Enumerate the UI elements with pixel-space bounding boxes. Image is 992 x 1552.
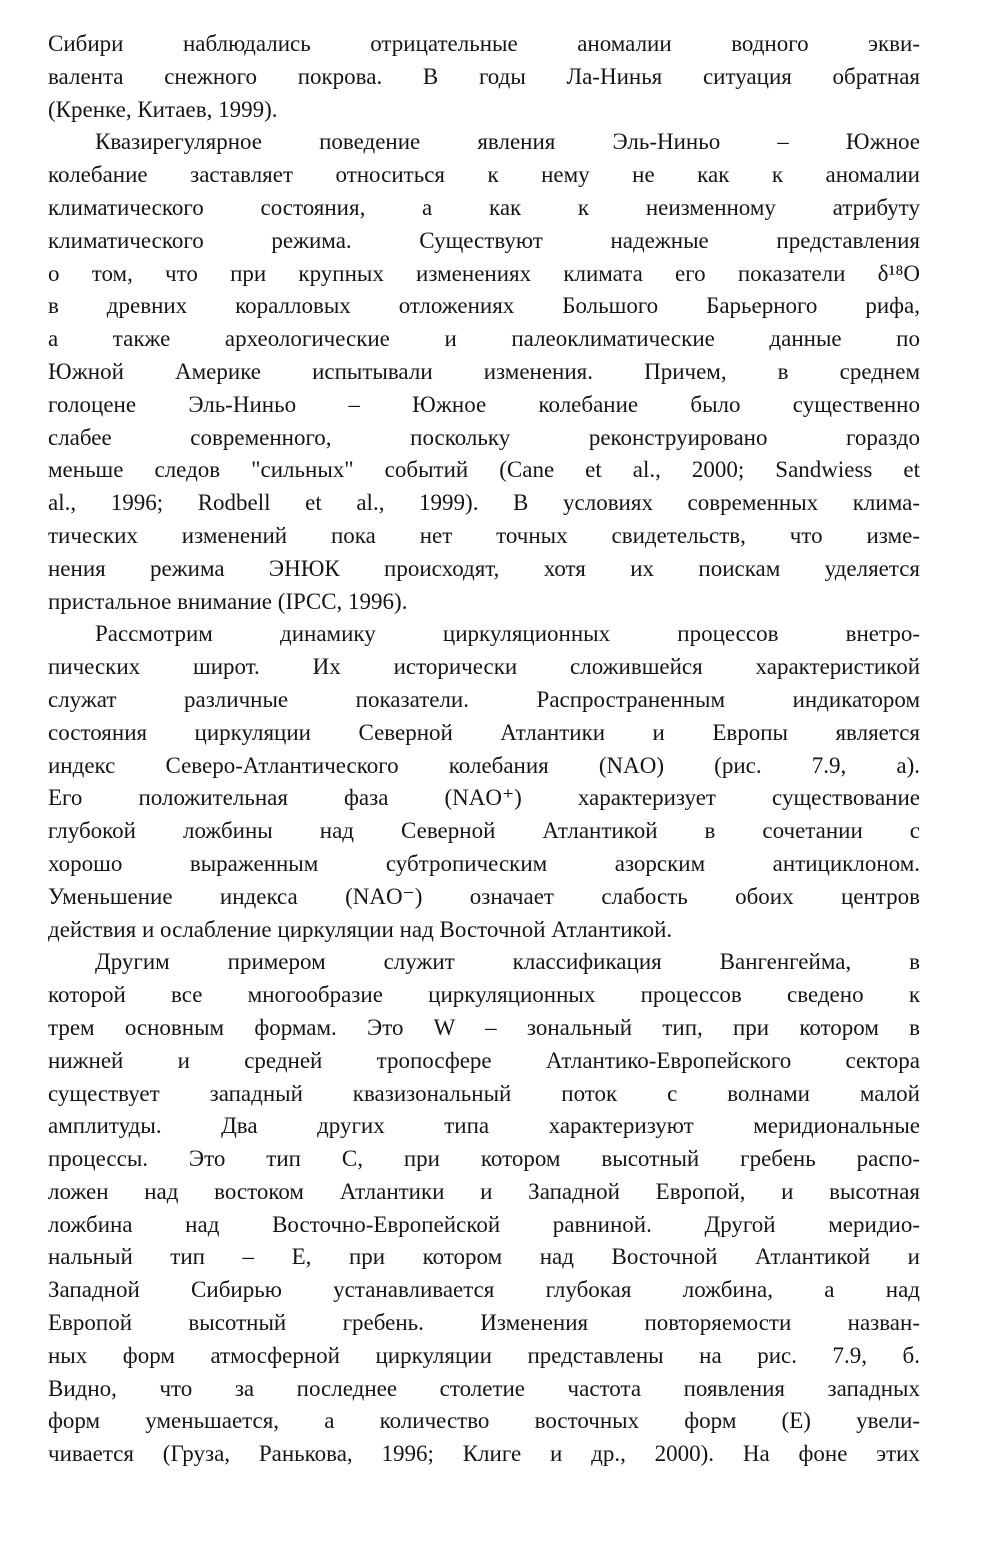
text-line: колебание заставляет относиться к нему не как к аномалии [48, 162, 920, 188]
text-line: а также археологические и палеоклиматические данные по [48, 326, 920, 352]
text-line: ных форм атмосферной циркуляции представлены на рис. 7.9, б. [48, 1342, 920, 1368]
text-line: существует западный квазизональный поток с волнами малой [48, 1080, 920, 1106]
text-line: Другим примером служит классификация Вангенгейма, в [95, 949, 920, 975]
paragraph [48, 126, 920, 618]
text-line: валента снежного покрова. В годы Ла-Нинья ситуация обратная [48, 63, 920, 89]
text-line: состояния циркуляции Северной Атлантики и Европы является [48, 719, 920, 745]
text-line: Квазирегулярное поведение явления Эль-Ниньо – Южное [95, 129, 920, 155]
text-line: Его положительная фаза (NAO⁺) характеризует существование [48, 785, 920, 811]
text-line: ложен над востоком Атлантики и Западной Европой, и высотная [48, 1178, 920, 1204]
text-line: нижней и средней тропосфере Атлантико-Европейского сектора [48, 1047, 920, 1073]
text-line: al., 1996; Rodbell et al., 1999). В условиях современных клима- [48, 490, 920, 516]
text-line: процессы. Это тип С, при котором высотный гребень распо- [48, 1146, 920, 1172]
text-line: климатического состояния, а как к неизменному атрибуту [48, 194, 920, 220]
text-line: о том, что при крупных изменениях климата его показатели δ¹⁸O [48, 260, 920, 286]
text-line: пристальное внимание (IPCC, 1996). [48, 588, 408, 614]
text-line: Видно, что за последнее столетие частота появления западных [48, 1375, 920, 1401]
text-line: пических широт. Их исторически сложившейся характеристикой [48, 654, 920, 680]
paragraph [48, 618, 920, 946]
text-line: нения режима ЭНЮК происходят, хотя их поискам уделяется [48, 555, 920, 581]
text-line: Южной Америке испытывали изменения. Причем, в среднем [48, 358, 920, 384]
text-line: Европой высотный гребень. Изменения повторяемости назван- [48, 1310, 920, 1336]
text-line: амплитуды. Два других типа характеризуют меридиональные [48, 1113, 920, 1139]
text-line: меньше следов "сильных" событий (Cane et al., 2000; Sandwiess et [48, 457, 920, 483]
text-line: Западной Сибирью устанавливается глубокая ложбина, а над [48, 1277, 920, 1303]
paragraph [48, 946, 920, 1471]
text-line: глубокой ложбины над Северной Атлантикой в сочетании с [48, 818, 920, 844]
text-line: климатического режима. Существуют надежные представления [48, 227, 920, 253]
text-line: которой все многообразие циркуляционных процессов сведено к [48, 982, 920, 1008]
text-line: форм уменьшается, а количество восточных форм (Е) увели- [48, 1408, 920, 1434]
text-line: Рассмотрим динамику циркуляционных процессов внетро- [95, 621, 920, 647]
text-line: голоцене Эль-Ниньо – Южное колебание было существенно [48, 391, 920, 417]
text-line: действия и ослабление циркуляции над Восточной Атлантикой. [48, 916, 673, 942]
paragraph [48, 28, 920, 126]
text-line: индекс Северо-Атлантического колебания (NAO) (рис. 7.9, а). [48, 752, 920, 778]
text-line: хорошо выраженным субтропическим азорским антициклоном. [48, 850, 920, 876]
text-line: в древних коралловых отложениях Большого Барьерного рифа, [48, 293, 920, 319]
text-line: трем основным формам. Это W – зональный тип, при котором в [48, 1014, 920, 1040]
text-line: Сибири наблюдались отрицательные аномалии водного экви- [48, 31, 920, 56]
text-line: Уменьшение индекса (NAO⁻) означает слабость обоих центров [48, 883, 920, 909]
page-text [48, 28, 920, 1471]
text-line: тических изменений пока нет точных свидетельств, что изме- [48, 522, 920, 548]
text-line: (Кренке, Китаев, 1999). [48, 96, 278, 122]
text-line: ложбина над Восточно-Европейской равниной. Другой меридио- [48, 1211, 920, 1237]
text-line: нальный тип – Е, при котором над Восточной Атлантикой и [48, 1244, 920, 1270]
text-line: чивается (Груза, Ранькова, 1996; Клиге и др., 2000). На фоне этих [48, 1441, 920, 1467]
text-line: слабее современного, поскольку реконструировано гораздо [48, 424, 920, 450]
text-line: служат различные показатели. Распространенным индикатором [48, 686, 920, 712]
